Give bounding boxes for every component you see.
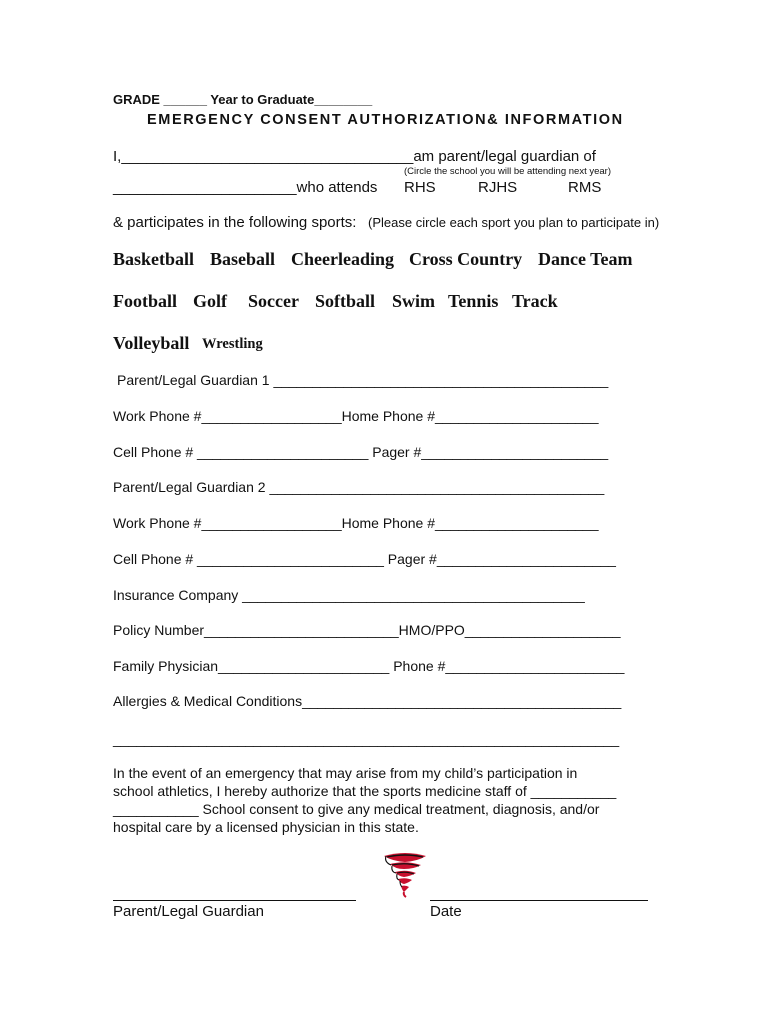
school-option-rms: RMS (568, 179, 602, 196)
consent-line-3: ___________ School consent to give any medical treatment, diagnosis, and/or (113, 801, 600, 817)
sport-swim: Swim (392, 291, 436, 311)
allergies-field: Allergies & Medical Conditions_________________________________________ (113, 693, 622, 709)
sport-basketball: Basketball (113, 249, 195, 269)
sports-intro-text: & participates in the following sports: (113, 214, 357, 231)
grade-year-line: GRADE ______ Year to Graduate________ (113, 92, 373, 107)
cell-phone2-field: Cell Phone # ________________________ Pager #_______________________ (113, 551, 616, 567)
allergies-extra-line: _________________________________________________________________ (113, 731, 620, 747)
date-label: Date (430, 903, 462, 920)
sport-cheerleading: Cheerleading (291, 249, 394, 269)
insurance-company-field: Insurance Company ____________________________________________ (113, 587, 585, 603)
school-option-rjhs: RJHS (478, 179, 518, 196)
guardian1-field: Parent/Legal Guardian 1 ___________________________________________ (117, 372, 609, 388)
sport-wrestling: Wrestling (202, 336, 263, 352)
sports-circle-note: (Please circle each sport you plan to participate in) (368, 215, 660, 230)
sport-volleyball: Volleyball (113, 333, 190, 353)
guardian-name-line: I,___________________________________am parent/legal guardian of (113, 148, 596, 165)
cell-phone1-field: Cell Phone # ______________________ Pager #________________________ (113, 444, 609, 460)
guardian2-field: Parent/Legal Guardian 2 ___________________________________________ (113, 479, 605, 495)
sport-football: Football (113, 291, 178, 311)
consent-line-1: In the event of an emergency that may arise from my child’s participation in (113, 765, 578, 781)
work-phone1-field: Work Phone #__________________Home Phone #_____________________ (113, 408, 599, 424)
sport-cross-country: Cross Country (409, 249, 523, 269)
student-name-line: ______________________who attends (113, 179, 378, 196)
school-option-rhs: RHS (404, 179, 436, 196)
sport-track: Track (512, 291, 558, 311)
consent-line-2: school athletics, I hereby authorize that the sports medicine staff of ___________ (113, 783, 617, 799)
sport-golf: Golf (193, 291, 227, 311)
sport-soccer: Soccer (248, 291, 299, 311)
consent-line-4: hospital care by a licensed physician in this state. (113, 819, 419, 835)
sport-tennis: Tennis (448, 291, 499, 311)
sport-baseball: Baseball (210, 249, 276, 269)
guardian-signature-label: Parent/Legal Guardian (113, 903, 264, 920)
sport-dance-team: Dance Team (538, 249, 633, 269)
form-title: EMERGENCY CONSENT AUTHORIZATION& INFORMATION (147, 112, 624, 128)
family-physician-field: Family Physician______________________ Phone #_______________________ (113, 658, 625, 674)
date-signature-line (430, 900, 648, 901)
guardian-signature-line (113, 900, 356, 901)
policy-number-field: Policy Number_________________________HMO/PPO____________________ (113, 622, 621, 638)
tornado-mascot-icon (380, 848, 430, 898)
school-circle-note: (Circle the school you will be attending next year) (404, 166, 611, 177)
sport-softball: Softball (315, 291, 376, 311)
work-phone2-field: Work Phone #__________________Home Phone #_____________________ (113, 515, 599, 531)
